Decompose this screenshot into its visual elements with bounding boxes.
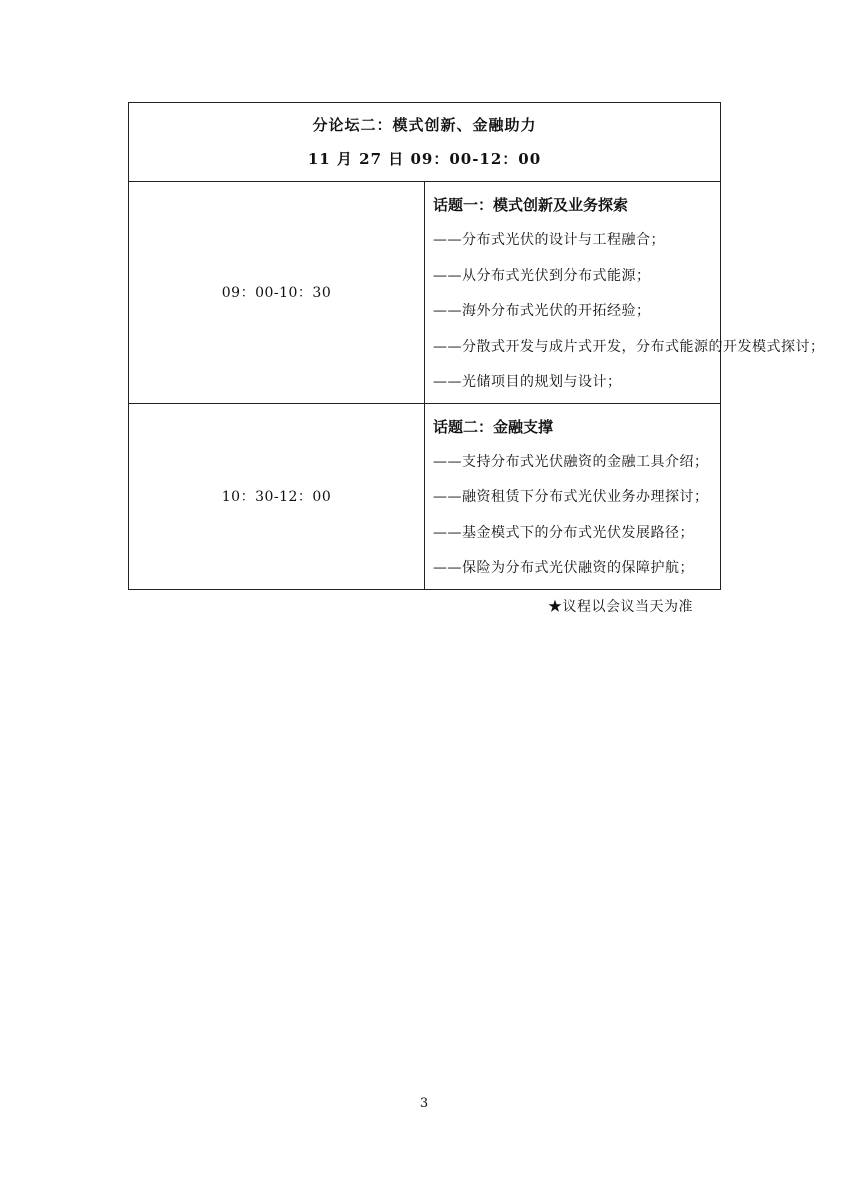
- agenda-row-1: [129, 182, 721, 404]
- topic-item: ——从分布式光伏到分布式能源；: [433, 267, 651, 284]
- agenda-row-2: [129, 403, 721, 589]
- session-datetime: 11 月 27 日 09：00-12：00: [307, 150, 542, 168]
- time-slot-1: 09：00-10：30: [129, 182, 425, 404]
- agenda-table: [128, 102, 825, 590]
- topic-block-2: [425, 403, 721, 589]
- topic-item: ——保险为分布式光伏融资的保障护航；: [433, 560, 694, 576]
- time-slot-2: 10：30-12：00: [129, 403, 425, 589]
- topic-block-1: [425, 182, 825, 404]
- topic-item: ——海外分布式光伏的开拓经验；: [433, 303, 651, 319]
- page-number: 3: [419, 1096, 429, 1111]
- header-row: [129, 103, 721, 182]
- agenda-disclaimer: ★议程以会议当天为准: [548, 599, 693, 615]
- topic-title-2: 话题二：金融支撑: [433, 417, 554, 436]
- session-title: 分论坛二：模式创新、金融助力: [312, 116, 537, 134]
- topic-item: ——融资租赁下分布式光伏业务办理探讨；: [433, 489, 709, 505]
- topic-item: ——支持分布式光伏融资的金融工具介绍；: [433, 453, 709, 470]
- session-header: [129, 103, 721, 182]
- topic-item: ——基金模式下的分布式光伏发展路径；: [433, 524, 694, 541]
- topic-item: ——分散式开发与成片式开发，分布式能源的开发模式探讨；: [433, 338, 825, 355]
- topic-item: ——分布式光伏的设计与工程融合；: [433, 232, 665, 248]
- topic-title-1: 话题一：模式创新及业务探索: [433, 196, 629, 214]
- topic-item: ——光储项目的规划与设计；: [433, 374, 622, 390]
